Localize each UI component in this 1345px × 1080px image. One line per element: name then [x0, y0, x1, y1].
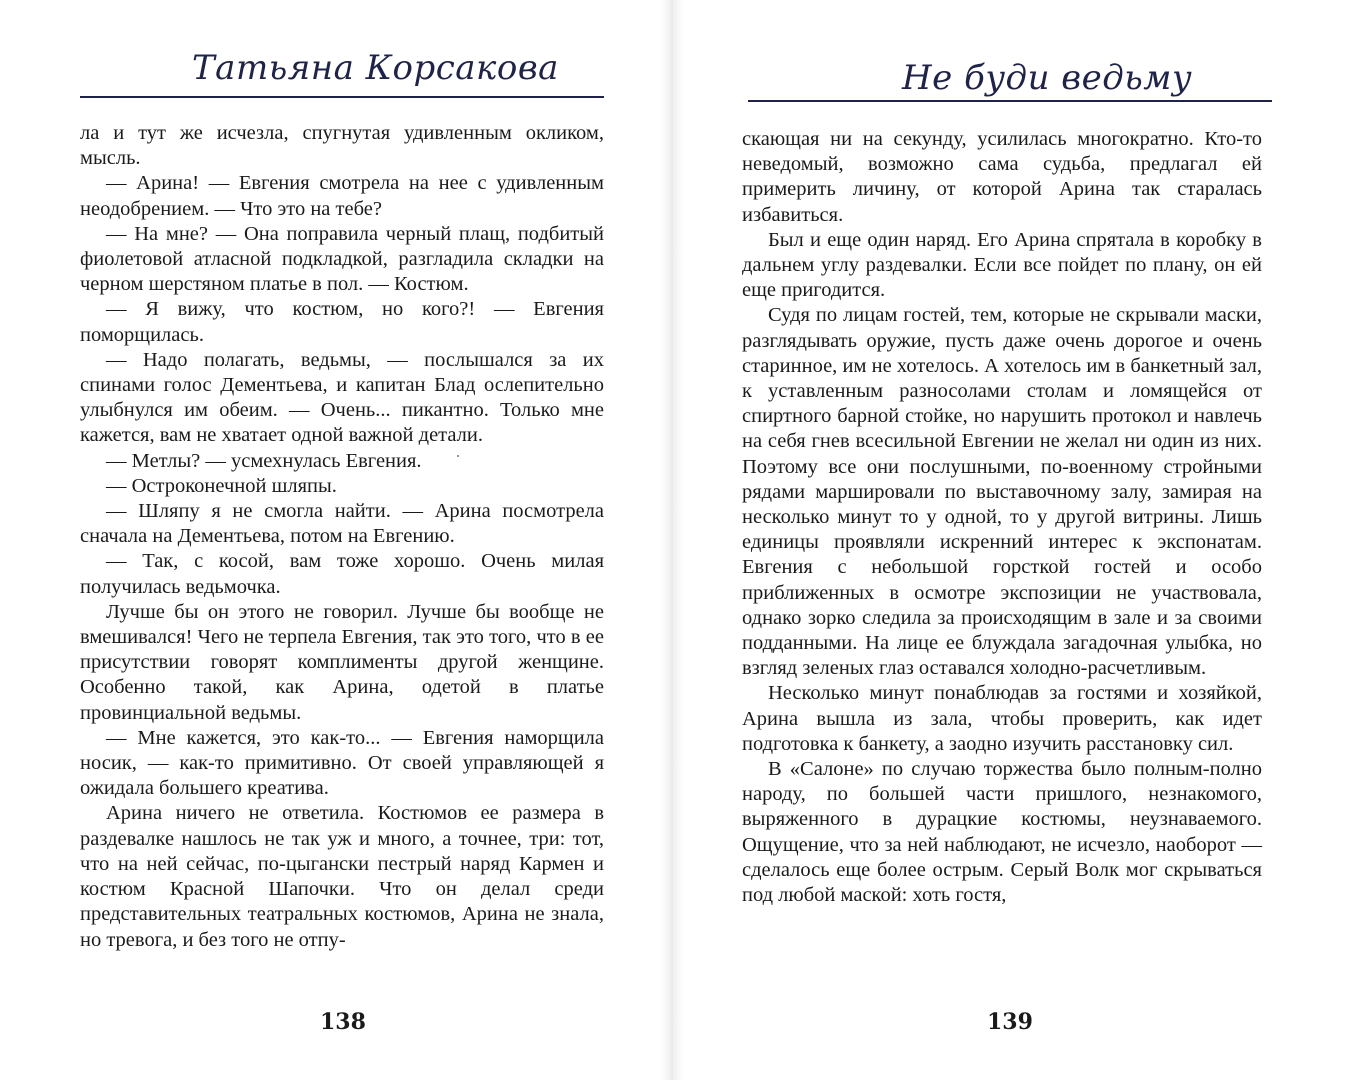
- right-page-body: [742, 127, 1262, 908]
- left-page: [0, 0, 672, 1080]
- paragraph: — Арина! — Евгения смотрела на нее с удивленным неодобрением. — Что это на тебе?: [80, 172, 604, 220]
- book-gutter: [660, 0, 684, 1080]
- page-number: 139: [987, 1009, 1033, 1035]
- paragraph: В «Салоне» по случаю торжества было полным-полно народу, по большей части пришлого, незнакомого, выряженного в дурацкие костюмы, неузнаваемого. Ощущение, что за ней наблюдают, не исчезло, наоборот — сделалось еще более острым. Серый Волк мог скрываться под любой маской: хоть гостя,: [742, 758, 1262, 907]
- running-head-author: Татьяна Корсакова: [192, 48, 559, 88]
- paragraph: Лучше бы он этого не говорил. Лучше бы вообще не вмешивался! Чего не терпела Евгения, так это того, что в ее присутствии говорят комплименты другой женщине. Особенно такой, как Арина, одетой в платье провинциальной ведьмы.: [80, 600, 604, 724]
- paragraph: Несколько минут понаблюдав за гостями и хозяйкой, Арина вышла из зала, чтобы проверить, как идет подготовка к банкету, а заодно изучить расстановку сил.: [742, 682, 1262, 755]
- page-number: 138: [320, 1009, 366, 1035]
- paragraph: — Метлы? — усмехнулась Евгения.: [106, 449, 422, 472]
- paragraph: — Мне кажется, это как-то... — Евгения наморщила носик, — как-то примитивно. От своей управляющей я ожидала большего креатива.: [80, 726, 604, 800]
- paragraph: скающая ни на секунду, усилилась многократно. Кто-то неведомый, возможно сама судьба, предлагал ей примерить личину, от которой Арина так старалась избавиться.: [742, 128, 1262, 226]
- running-head-title: Не буди ведьму: [902, 58, 1193, 98]
- paragraph: — Надо полагать, ведьмы, — послышался за их спинами голос Дементьева, и капитан Блад ослепительно улыбнулся им обеим. — Очень... пикантно. Только мне кажется, вам не хватает одной важной детали.: [80, 348, 604, 447]
- paragraph: Арина ничего не ответила. Костюмов ее размера в раздевалке нашлось не так уж и много, а точнее, три: тот, что на ней сейчас, по-цыгански пестрый наряд Кармен и костюм Красной Шапочки. Что он делал среди представительных театральных костюмов, Арина не знала, но тревога, и без того не отпу-: [80, 802, 604, 951]
- paragraph: Был и еще один наряд. Его Арина спрятала в коробку в дальнем углу раздевалки. Если все пойдет по плану, он ей еще пригодится.: [742, 228, 1262, 302]
- paragraph: — Остроконечной шляпы.: [106, 474, 337, 497]
- right-page: [672, 0, 1345, 1080]
- left-page-body: [80, 121, 604, 953]
- paragraph: — На мне? — Она поправила черный плащ, подбитый фиолетовой атласной подкладкой, разгладила складки на черном шерстяном платье в пол. — Костюм.: [80, 222, 604, 296]
- header-rule: [80, 96, 604, 98]
- paragraph: — Шляпу я не смогла найти. — Арина посмотрела сначала на Дементьева, потом на Евгению.: [80, 500, 604, 548]
- paragraph: — Так, с косой, вам тоже хорошо. Очень милая получилась ведьмочка.: [80, 550, 604, 598]
- paragraph: Судя по лицам гостей, тем, которые не скрывали маски, разглядывать оружие, пусть даже очень дорогое и очень старинное, им не хотелось. А хотелось им в банкетный зал, к уставленным разносолами столам и ломящейся от спиртного барной стойке, но нарушить протокол и навлечь на себя гнев всесильной Евгении не желал ни один из них. Поэтому все они послушными, по-военному стройными рядами маршировали по выставочному залу, замирая на несколько минут то у одной, то у другой витрины. Лишь единицы проявляли искренний интерес к экспонатам. Евгения с небольшой горсткой гостей и особо приближенных в осмотре экспозиции не участвовала, однако зорко следила за происходящим в зале и за своими подданными. На лице ее блуждала загадочная улыбка, но взгляд зеленых глаз оставался холодно-расчетливым.: [742, 304, 1262, 680]
- print-speck: [457, 455, 459, 457]
- paragraph: — Я вижу, что костюм, но кого?! — Евгения поморщилась.: [80, 298, 604, 346]
- paragraph: ла и тут же исчезла, спугнутая удивленным окликом, мысль.: [80, 122, 604, 170]
- header-rule: [748, 100, 1272, 102]
